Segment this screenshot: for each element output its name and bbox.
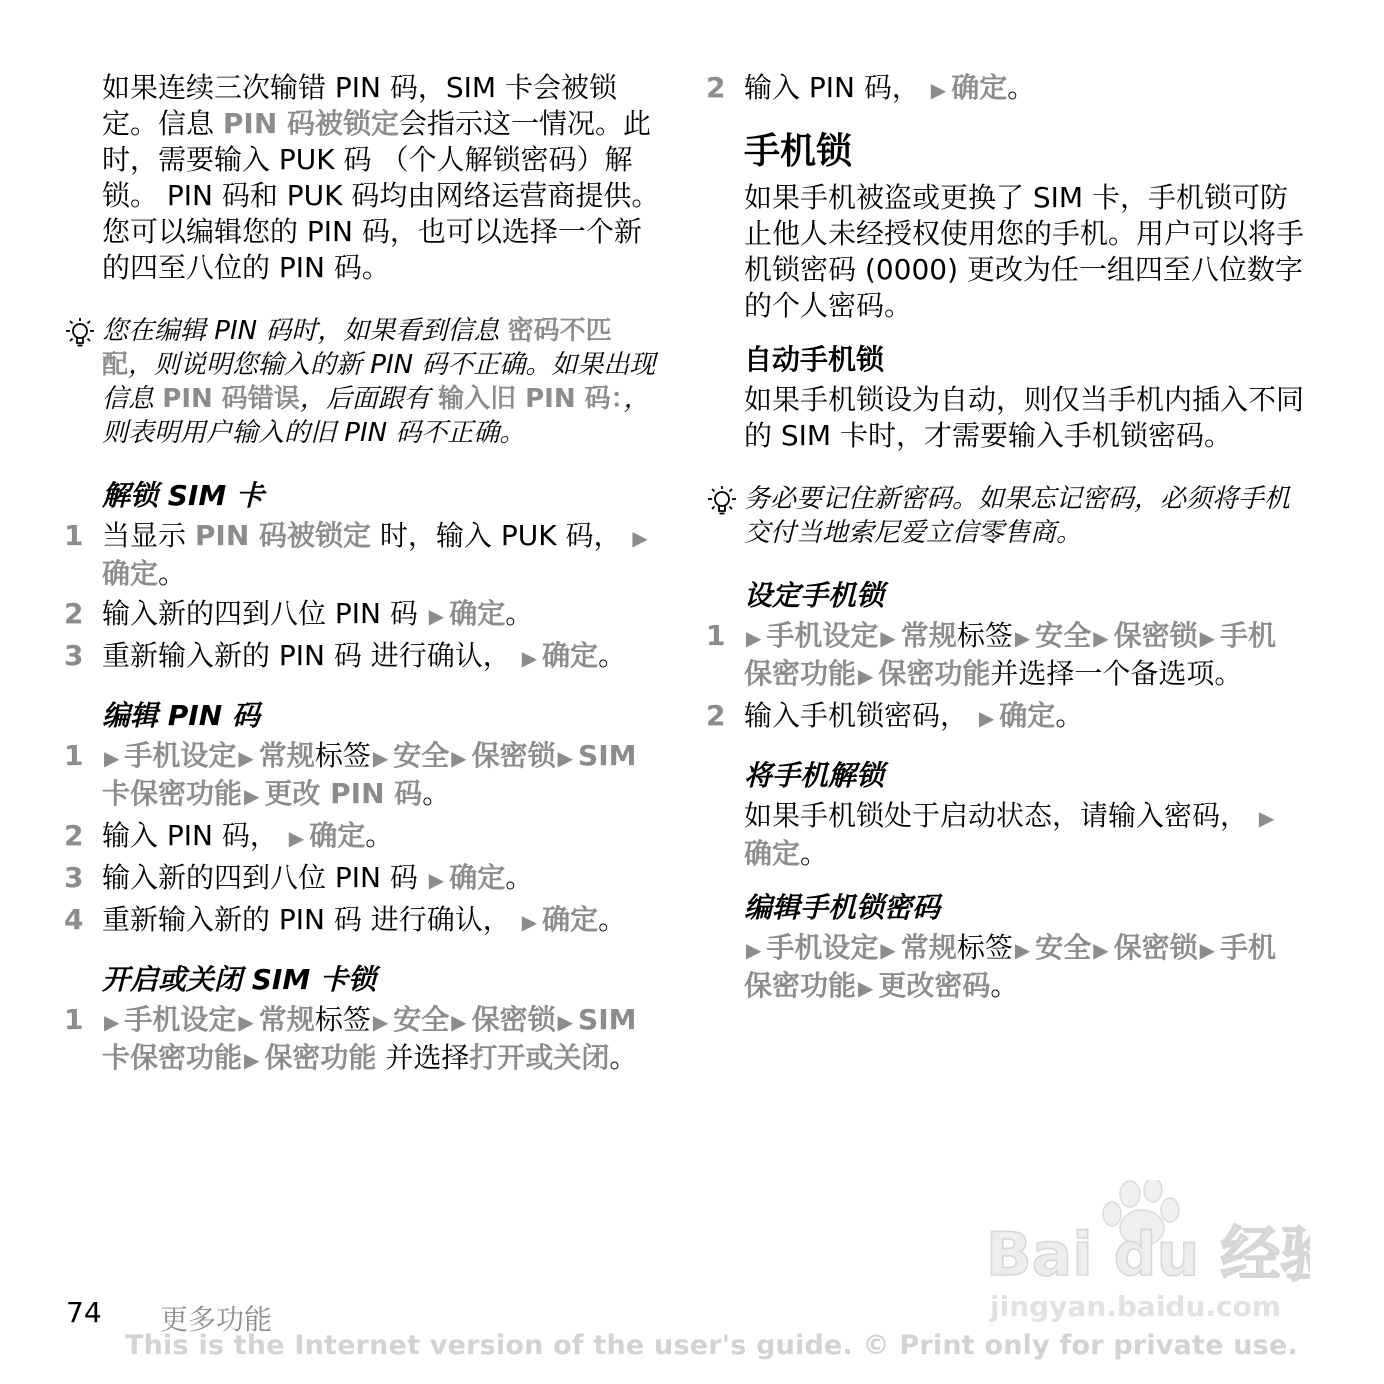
- tip-highlight-old-pin: 输入旧 PIN 码：: [438, 384, 624, 414]
- unlock-sim-step-3: 3 重新输入新的 PIN 码 进行确认， ▶ 确定。: [64, 639, 627, 672]
- heading-toggle-sim-lock: 开启或关闭 SIM 卡锁: [102, 963, 376, 996]
- arrow-icon: ▶: [104, 1010, 120, 1034]
- footer-copyright-note: This is the Internet version of the user's guide. © Print only for private use.: [125, 1330, 1298, 1361]
- pin-intro-paragraph: [102, 70, 662, 286]
- tip-highlight-wrong-pin: PIN 码错误: [162, 384, 300, 414]
- intro-highlight: PIN 码被锁定: [222, 107, 400, 140]
- tip-text: 务必要记住新密码。如果忘记密码，必须将手机交付当地索尼爱立信零售商。: [744, 484, 1291, 548]
- edit-pin-step-1: 1 ▶ 手机设定 ▶ 常规标签 ▶ 安全 ▶ 保密锁 ▶ SIM 卡保密功能 ▶ 更改 PIN 码。: [64, 739, 637, 810]
- heading-edit-pin: 编辑 PIN 码: [102, 699, 260, 732]
- left-column: [62, 70, 662, 1082]
- edit-lock-code-path: ▶ 手机设定 ▶ 常规标签 ▶ 安全 ▶ 保密锁 ▶ 手机保密功能 ▶ 更改密码。: [744, 931, 1277, 1002]
- arrow-icon: ▶: [746, 938, 762, 962]
- arrow-icon: ▶: [428, 868, 445, 892]
- tip-highlight-mismatch: 密码不匹配: [102, 316, 612, 380]
- tip-pin-mismatch: [62, 314, 662, 450]
- heading-auto-lock: 自动手机锁: [744, 343, 885, 376]
- ok-label: 确定: [542, 639, 599, 672]
- lightbulb-icon: [704, 482, 744, 550]
- arrow-icon: ▶: [521, 910, 538, 934]
- pin-entry-step-2: 2 输入 PIN 码， ▶ 确定。: [706, 71, 1036, 104]
- auto-lock-paragraph: 如果手机锁设为自动，则仅当手机内插入不同的 SIM 卡时，才需要输入手机锁密码。: [744, 383, 1305, 452]
- heading-unlock-phone: 将手机解锁: [744, 759, 885, 792]
- ok-label: 确定: [449, 597, 506, 630]
- arrow-icon: ▶: [104, 746, 120, 770]
- set-lock-step-2: 2 输入手机锁密码， ▶ 确定。: [706, 699, 1084, 732]
- tip-text: 您在编辑 PIN 码时，如果看到信息 密码不匹配，则说明您输入的新 PIN 码不正确。如果出现信息 PIN 码错误，后面跟有 输入旧 PIN 码：，则表明用户输入的旧 PIN 码不正确。: [102, 316, 656, 448]
- set-lock-step-1: 1 ▶ 手机设定 ▶ 常规标签 ▶ 安全 ▶ 保密锁 ▶ 手机保密功能 ▶ 保密功能并选择一个备选项。: [706, 619, 1277, 690]
- arrow-icon: ▶: [930, 78, 947, 102]
- page-number: 74: [66, 1296, 102, 1329]
- intro-text-2: 会指示这一情况。此时，需要输入 PUK 码 （个人解锁密码）解锁。 PIN 码和 PUK 码均由网络运营商提供。您可以编辑您的 PIN 码，也可以选择一个新的四至八位的 PIN 码。: [102, 107, 660, 284]
- unlock-phone-paragraph: 如果手机锁处于启动状态，请输入密码， ▶确定。: [744, 799, 1275, 870]
- ok-label: 确定: [102, 557, 159, 590]
- arrow-icon: ▶: [978, 706, 995, 730]
- unlock-sim-step-1: 1 当显示 PIN 码被锁定 时，输入 PUK 码， ▶确定。: [64, 519, 648, 590]
- tip-remember-code: [704, 482, 1304, 550]
- arrow-icon: ▶: [746, 626, 762, 650]
- arrow-icon: ▶: [428, 604, 445, 628]
- arrow-icon: ▶: [1258, 806, 1275, 830]
- arrow-icon: ▶: [632, 526, 648, 550]
- right-column: [704, 70, 1304, 1006]
- intro-text: 如果连续三次输错 PIN 码，SIM 卡会被锁定。信息: [102, 71, 617, 140]
- heading-unlock-sim: 解锁 SIM 卡: [102, 479, 264, 512]
- heading-edit-lock-code: 编辑手机锁密码: [744, 891, 941, 924]
- watermark-url: jingyan.baidu.com: [990, 1290, 1282, 1323]
- toggle-sim-step-1: 1 ▶ 手机设定 ▶ 常规标签 ▶ 安全 ▶ 保密锁 ▶ SIM 卡保密功能 ▶ 保密功能 并选择打开或关闭。: [64, 1003, 638, 1074]
- footer-section-title: 更多功能: [160, 1303, 273, 1336]
- arrow-icon: ▶: [288, 826, 305, 850]
- phone-lock-paragraph: 如果手机被盗或更换了 SIM 卡，手机锁可防止他人未经授权使用您的手机。用户可以将手机锁密码 (0000) 更改为任一组四至八位数字的个人密码。: [744, 181, 1305, 322]
- edit-pin-step-3: 3 输入新的四到八位 PIN 码 ▶ 确定。: [64, 861, 534, 894]
- watermark-logo-text: Bai du 经验: [986, 1220, 1310, 1290]
- unlock-sim-step-2: 2 输入新的四到八位 PIN 码 ▶ 确定。: [64, 597, 534, 630]
- arrow-icon: ▶: [521, 646, 538, 670]
- heading-set-phone-lock: 设定手机锁: [744, 579, 885, 612]
- lightbulb-icon: [62, 314, 102, 450]
- edit-pin-step-4: 4 重新输入新的 PIN 码 进行确认， ▶ 确定。: [64, 903, 627, 936]
- edit-pin-step-2: 2 输入 PIN 码， ▶ 确定。: [64, 819, 394, 852]
- heading-phone-lock: 手机锁: [744, 131, 853, 172]
